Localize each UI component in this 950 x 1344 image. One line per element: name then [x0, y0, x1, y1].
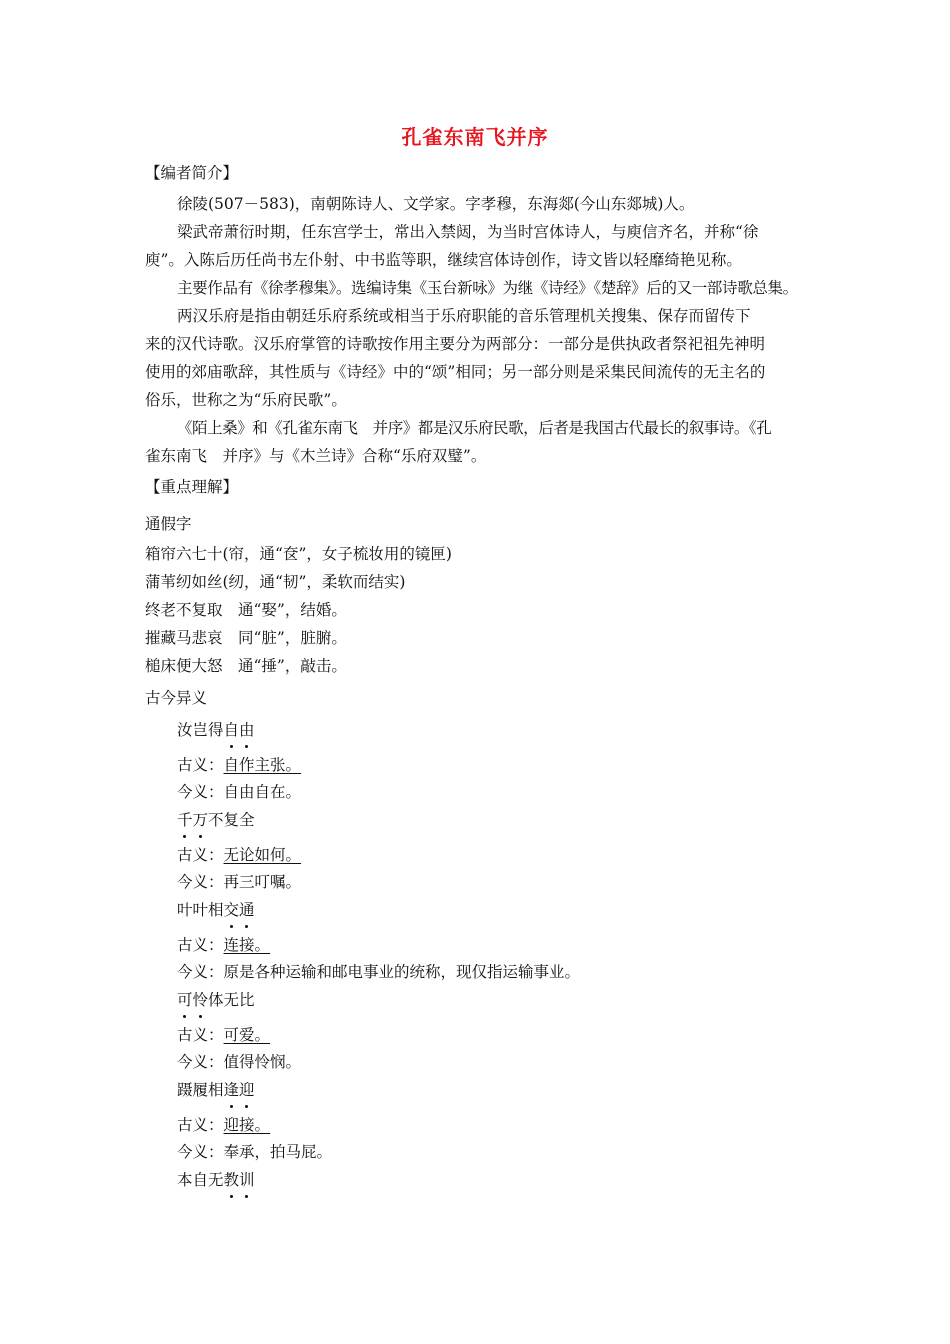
tongjia-item: 摧藏马悲哀 同“脏”，脏腑。 [145, 629, 347, 647]
author-paragraph: 徐陵(507－583)，南朝陈诗人、文学家。字孝穆，东海郯(今山东郯城)人。 [177, 195, 695, 213]
dotted-word [224, 1081, 255, 1099]
gu-meaning: 古义：迎接。 [177, 1116, 271, 1134]
tongjia-item: 终老不复取 通“娶”，结婚。 [145, 601, 347, 619]
gu-meaning: 古义：可爱。 [177, 1026, 271, 1044]
emphasis-char: 逢 [223, 1081, 240, 1099]
guyi-sentence: 可怜体无比 [177, 991, 255, 1009]
jin-meaning: 今义：原是各种运输和邮电事业的统称，现仅指运输事业。 [177, 963, 581, 981]
dotted-word [177, 811, 208, 829]
jin-meaning: 今义：再三叮嘱。 [177, 873, 302, 891]
tongjia-item: 箱帘六七十(帘，通“奁”，女子梳妆用的镜匣) [145, 545, 452, 563]
jin-meaning: 今义：自由自在。 [177, 783, 302, 801]
dotted-word [177, 991, 208, 1009]
gu-meaning: 古义：连接。 [177, 936, 271, 954]
works-paragraph: 雀东南飞 并序》与《木兰诗》合称“乐府双璧”。 [145, 447, 487, 465]
gu-answer: 可爱。 [223, 1026, 271, 1044]
gu-answer: 迎接。 [223, 1116, 271, 1134]
guyi-sentence: 千万不复全 [177, 811, 255, 829]
emphasis-char: 自 [223, 721, 240, 739]
tongjia-item: 蒲苇纫如丝(纫，通“韧”，柔软而结实) [145, 573, 406, 591]
guyi-sentence: 汝岂得自由 [177, 721, 255, 739]
gu-answer: 自作主张。 [223, 756, 302, 774]
gu-meaning: 古义：无论如何。 [177, 846, 302, 864]
gu-answer: 无论如何。 [223, 846, 302, 864]
emphasis-char: 教 [223, 1171, 240, 1189]
guyi-sentence: 叶叶相交通 [177, 901, 255, 919]
gu-answer: 连接。 [223, 936, 271, 954]
yuefu-paragraph: 两汉乐府是指由朝廷乐府系统或相当于乐府职能的音乐管理机关搜集、保存而留传下 [177, 307, 751, 325]
emphasis-char: 迎 [239, 1081, 255, 1099]
yuefu-paragraph: 来的汉代诗歌。汉乐府掌管的诗歌按作用主要分为两部分：一部分是供执政者祭祀祖先神明 [145, 335, 766, 353]
section-heading-author: 【编者简介】 [145, 164, 239, 182]
guyi-heading: 古今异义 [145, 689, 208, 707]
author-paragraph: 主要作品有《徐孝穆集》。选编诗集《玉台新咏》为继《诗经》《楚辞》后的又一部诗歌总集。 [177, 279, 798, 297]
emphasis-char: 交 [223, 901, 240, 919]
dotted-word [224, 721, 255, 739]
author-paragraph: 庾”。入陈后历任尚书左仆射、中书监等职，继续宫体诗创作，诗文皆以轻靡绮艳见称。 [145, 251, 742, 269]
emphasis-char: 由 [239, 721, 255, 739]
guyi-sentence: 本自无教训 [177, 1171, 255, 1189]
emphasis-char: 训 [239, 1171, 255, 1189]
emphasis-char: 万 [192, 811, 209, 829]
emphasis-char: 千 [177, 811, 193, 829]
yuefu-paragraph: 俗乐，世称之为“乐府民歌”。 [145, 391, 347, 409]
emphasis-char: 可 [177, 991, 193, 1009]
author-paragraph: 梁武帝萧衍时期，任东宫学士，常出入禁闼，为当时宫体诗人，与庾信齐名，并称“徐 [177, 223, 759, 241]
emphasis-char: 通 [239, 901, 255, 919]
yuefu-paragraph: 使用的郊庙歌辞，其性质与《诗经》中的“颂”相同；另一部分则是采集民间流传的无主名的 [145, 363, 766, 381]
emphasis-char: 怜 [192, 991, 209, 1009]
tongjia-heading: 通假字 [145, 515, 192, 533]
tongjia-item: 槌床便大怒 通“捶”，敲击。 [145, 657, 347, 675]
guyi-sentence: 蹑履相逢迎 [177, 1081, 255, 1099]
jin-meaning: 今义：奉承，拍马屁。 [177, 1143, 333, 1161]
page-title: 孔雀东南飞并序 [401, 125, 549, 149]
jin-meaning: 今义：值得怜悯。 [177, 1053, 302, 1071]
section-heading-key: 【重点理解】 [145, 478, 239, 496]
gu-meaning: 古义：自作主张。 [177, 756, 302, 774]
works-paragraph: 《陌上桑》和《孔雀东南飞 并序》都是汉乐府民歌，后者是我国古代最长的叙事诗。《孔 [177, 419, 772, 437]
dotted-word [224, 901, 255, 919]
dotted-word [224, 1171, 255, 1189]
